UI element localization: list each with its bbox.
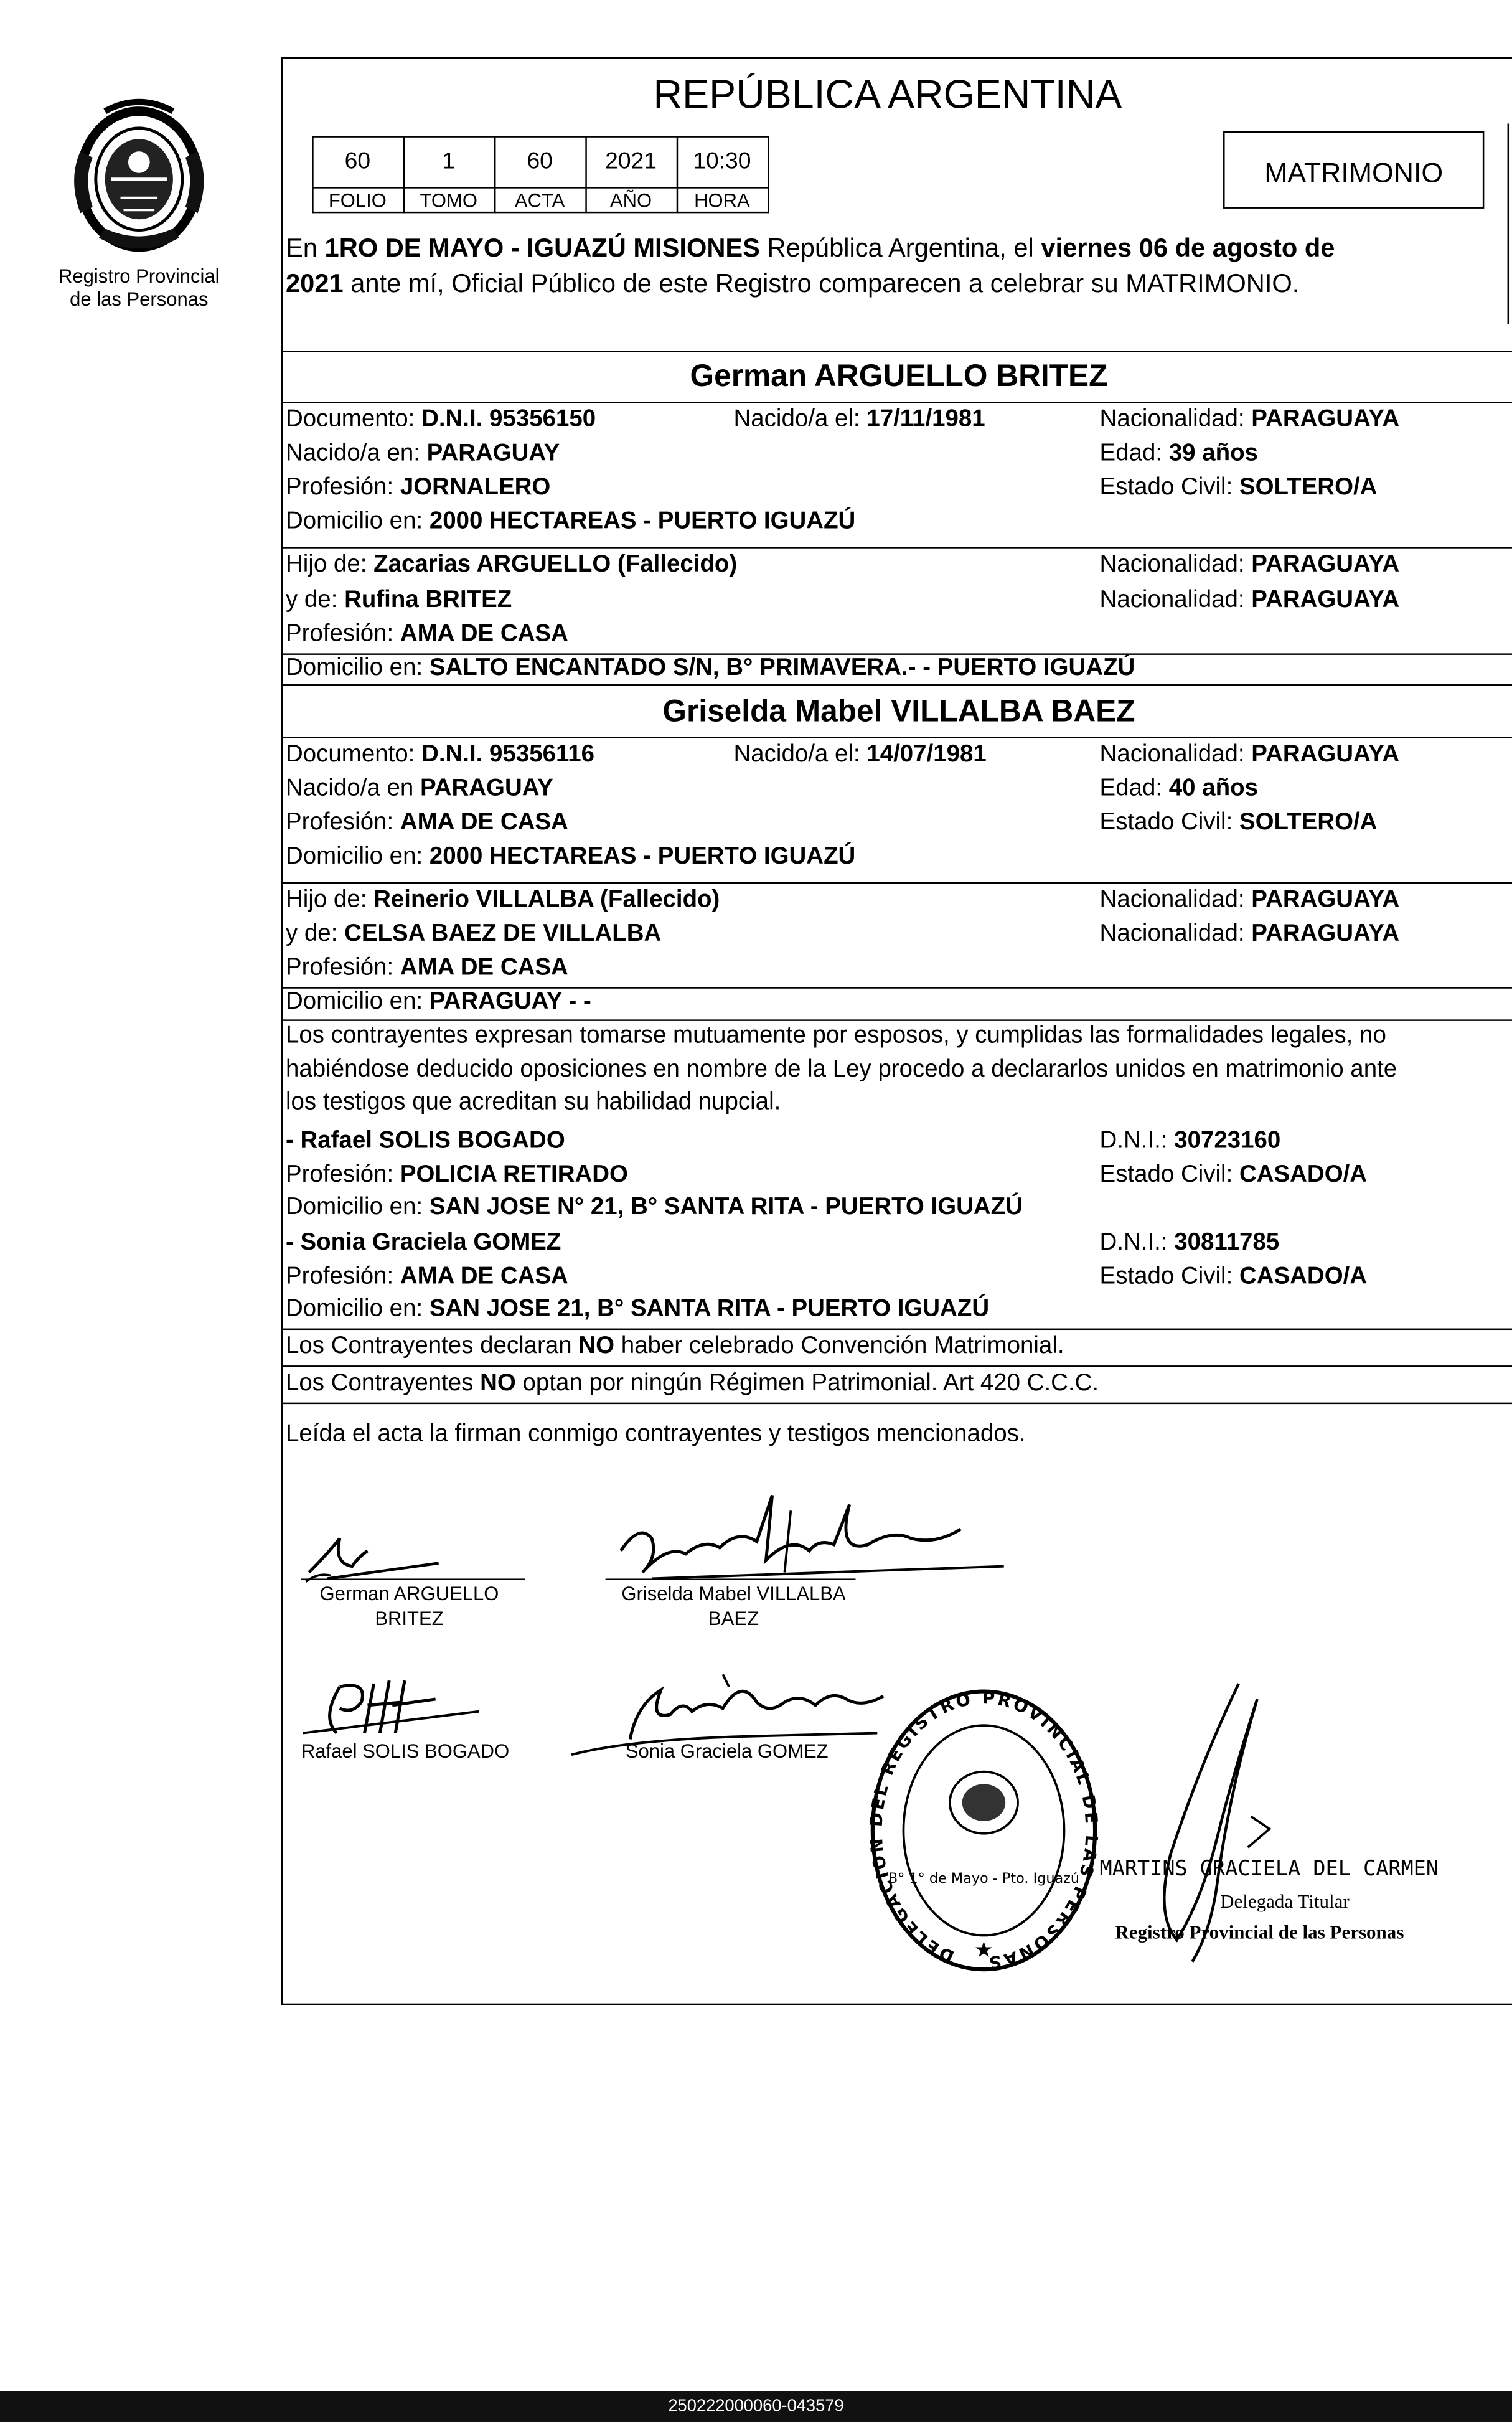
spouse2-signature-label: Griselda Mabel VILLALBA BAEZ	[621, 1583, 846, 1630]
spouse2-age: Edad: 40 años	[1099, 775, 1258, 802]
spouse1-nationality: Nacionalidad: PARAGUAYA	[1099, 406, 1400, 433]
spouse2-document: Documento: D.N.I. 95356116	[286, 741, 595, 768]
convention-line1: Los Contrayentes declaran NO haber celebrado Convención Matrimonial.	[286, 1332, 1064, 1360]
officer-title: Delegada Titular	[1220, 1890, 1350, 1913]
spouse2-father-nationality: Nacionalidad: PARAGUAYA	[1099, 887, 1400, 913]
intro-text-3: ante mí, Oficial Público de este Registro comparecen a celebrar su MATRIMONIO.	[343, 268, 1300, 298]
right-edge-mark	[1508, 123, 1510, 324]
spouse1-mother-nationality: Nacionalidad: PARAGUAYA	[1099, 587, 1400, 613]
intro-line1	[286, 233, 1335, 265]
frame-left-line	[281, 57, 283, 2005]
spouse1-mother: y de: Rufina BRITEZ	[286, 587, 512, 613]
svg-text:DELEGACION DEL REGISTRO PROVIN	[867, 1689, 1101, 1972]
witness2-profession: Profesión: AMA DE CASA	[286, 1263, 568, 1290]
spouse2-birth-date: Nacido/a el: 14/07/1981	[733, 741, 987, 768]
intro-text-1: En	[286, 233, 325, 263]
intro-text-2: República Argentina, el	[759, 233, 1041, 263]
acta-value: 60	[527, 148, 553, 175]
witness1-signature	[293, 1671, 494, 1745]
registry-name	[31, 266, 247, 312]
intro-date-1: viernes 06 de agosto de	[1041, 233, 1335, 263]
spouse1-name	[281, 359, 1512, 396]
intro-date-2: 2021	[286, 268, 344, 298]
spouse1-age: Edad: 39 años	[1099, 440, 1258, 467]
convention-line2: Los Contrayentes NO optan por ningún Régimen Patrimonial. Art 420 C.C.C.	[286, 1370, 1099, 1397]
spouse2-profession: Profesión: AMA DE CASA	[286, 809, 568, 836]
stamp-inner-text: B° 1° de Mayo - Pto. Iguazú	[888, 1870, 1080, 1887]
spouse1-signature-label: German ARGUELLO BRITEZ	[319, 1583, 499, 1630]
hour-label: HORA	[694, 190, 750, 212]
spouse1-father: Hijo de: Zacarias ARGUELLO (Fallecido)	[286, 551, 738, 578]
witness1-civil-status: Estado Civil: CASADO/A	[1099, 1161, 1368, 1188]
officer-office: Registro Provincial de las Personas	[1115, 1921, 1404, 1943]
spouse2-signature	[606, 1483, 1010, 1591]
spouse2-parent-address: Domicilio en: PARAGUAY - -	[286, 988, 591, 1015]
divider	[281, 1403, 1512, 1405]
tomo-value: 1	[442, 148, 456, 175]
officer-name: MARTINS GRACIELA DEL CARMEN	[1099, 1857, 1439, 1882]
svg-text:★: ★	[974, 1938, 994, 1963]
witness1-name: - Rafael SOLIS BOGADO	[286, 1128, 565, 1154]
folio-value: 60	[344, 148, 371, 175]
spouse2-civil-status: Estado Civil: SOLTERO/A	[1099, 809, 1378, 836]
spouse1-first-name: German	[690, 360, 815, 394]
closing-text: Leída el acta la firman conmigo contrayentes y testigos mencionados.	[286, 1421, 1026, 1448]
spouse1-surname: ARGUELLO BRITEZ	[814, 360, 1108, 394]
stamp-ring-text: DELEGACION DEL REGISTRO PROVINCIAL DE LAS PERSONAS	[866, 1688, 1101, 1972]
divider	[281, 402, 1512, 403]
spouse2-father: Hijo de: Reinerio VILLALBA (Fallecido)	[286, 887, 720, 913]
spouse1-birth-date: Nacido/a el: 17/11/1981	[733, 406, 985, 433]
witness2-civil-status: Estado Civil: CASADO/A	[1099, 1263, 1368, 1290]
spouse2-mother-nationality: Nacionalidad: PARAGUAYA	[1099, 920, 1400, 947]
witness1-profession: Profesión: POLICIA RETIRADO	[286, 1161, 628, 1188]
acta-label: ACTA	[514, 190, 565, 212]
spouse2-surname: VILLALBA BAEZ	[891, 695, 1135, 729]
divider	[281, 1329, 1512, 1331]
witness1-address: Domicilio en: SAN JOSE N° 21, B° SANTA RITA - PUERTO IGUAZÚ	[286, 1194, 1023, 1220]
spouse2-birth-place: Nacido/a en PARAGUAY	[286, 775, 553, 802]
spouse2-name	[281, 694, 1512, 731]
spouse1-address: Domicilio en: 2000 HECTAREAS - PUERTO IGUAZÚ	[286, 508, 856, 535]
act-type-box	[1223, 131, 1484, 209]
spouse2-address: Domicilio en: 2000 HECTAREAS - PUERTO IGUAZÚ	[286, 843, 856, 870]
frame-top-line	[281, 57, 1512, 59]
divider	[281, 882, 1512, 884]
divider	[281, 737, 1512, 738]
year-value: 2021	[605, 148, 657, 175]
spouse1-birth-place: Nacido/a en: PARAGUAY	[286, 440, 560, 467]
spouse1-parent-profession: Profesión: AMA DE CASA	[286, 621, 568, 648]
country-title: REPÚBLICA ARGENTINA	[653, 71, 1122, 118]
registry-name-line1: Registro Provincial	[59, 265, 220, 288]
divider	[281, 547, 1512, 549]
witness2-signature-label: Sonia Graciela GOMEZ	[625, 1740, 829, 1763]
footer-bar	[0, 2391, 1512, 2422]
spouse2-nationality: Nacionalidad: PARAGUAYA	[1099, 741, 1400, 768]
spouse1-civil-status: Estado Civil: SOLTERO/A	[1099, 474, 1378, 501]
divider	[281, 351, 1512, 352]
signature-line	[301, 1578, 525, 1580]
witness2-dni: D.N.I.: 30811785	[1099, 1229, 1280, 1256]
signature-line	[606, 1578, 856, 1580]
frame-bottom-line	[281, 2004, 1512, 2005]
divider	[281, 1019, 1512, 1021]
spouse2-first-name: Griselda Mabel	[662, 695, 891, 729]
year-label: AÑO	[609, 190, 652, 212]
witness2-name: - Sonia Graciela GOMEZ	[286, 1229, 561, 1256]
witness1-signature-label: Rafael SOLIS BOGADO	[301, 1740, 510, 1763]
record-table	[312, 136, 769, 213]
witness1-dni: D.N.I.: 30723160	[1099, 1128, 1281, 1154]
intro-place: 1RO DE MAYO - IGUAZÚ MISIONES	[324, 233, 760, 263]
spouse1-document: Documento: D.N.I. 95356150	[286, 406, 596, 433]
official-stamp	[866, 1685, 1101, 1979]
divider	[281, 1365, 1512, 1367]
witness2-address: Domicilio en: SAN JOSE 21, B° SANTA RITA - PUERTO IGUAZÚ	[286, 1296, 990, 1322]
hour-value: 10:30	[693, 148, 751, 175]
registry-name-line2: de las Personas	[70, 288, 209, 311]
declaration-line3: los testigos que acreditan su habilidad nupcial.	[286, 1089, 781, 1116]
divider	[281, 684, 1512, 686]
spouse2-mother: y de: CELSA BAEZ DE VILLALBA	[286, 920, 662, 947]
footer-code: 250222000060-043579	[668, 2397, 844, 2416]
tomo-label: TOMO	[420, 190, 478, 212]
spouse1-father-nationality: Nacionalidad: PARAGUAYA	[1099, 551, 1400, 578]
intro-line2	[286, 269, 1299, 300]
spouse2-parent-profession: Profesión: AMA DE CASA	[286, 954, 568, 981]
declaration-line1: Los contrayentes expresan tomarse mutuamente por esposos, y cumplidas las formalidades legales, no	[286, 1022, 1386, 1049]
province-seal-icon	[59, 90, 219, 263]
act-type: MATRIMONIO	[1264, 158, 1444, 189]
spouse1-profession: Profesión: JORNALERO	[286, 474, 551, 501]
declaration-line2: habiéndose deducido oposiciones en nombre de la Ley procedo a declararlos unidos en matrimonio ante	[286, 1056, 1397, 1083]
folio-label: FOLIO	[328, 190, 387, 212]
spouse1-parent-address: Domicilio en: SALTO ENCANTADO S/N, B° PRIMAVERA.- - PUERTO IGUAZÚ	[286, 654, 1135, 682]
